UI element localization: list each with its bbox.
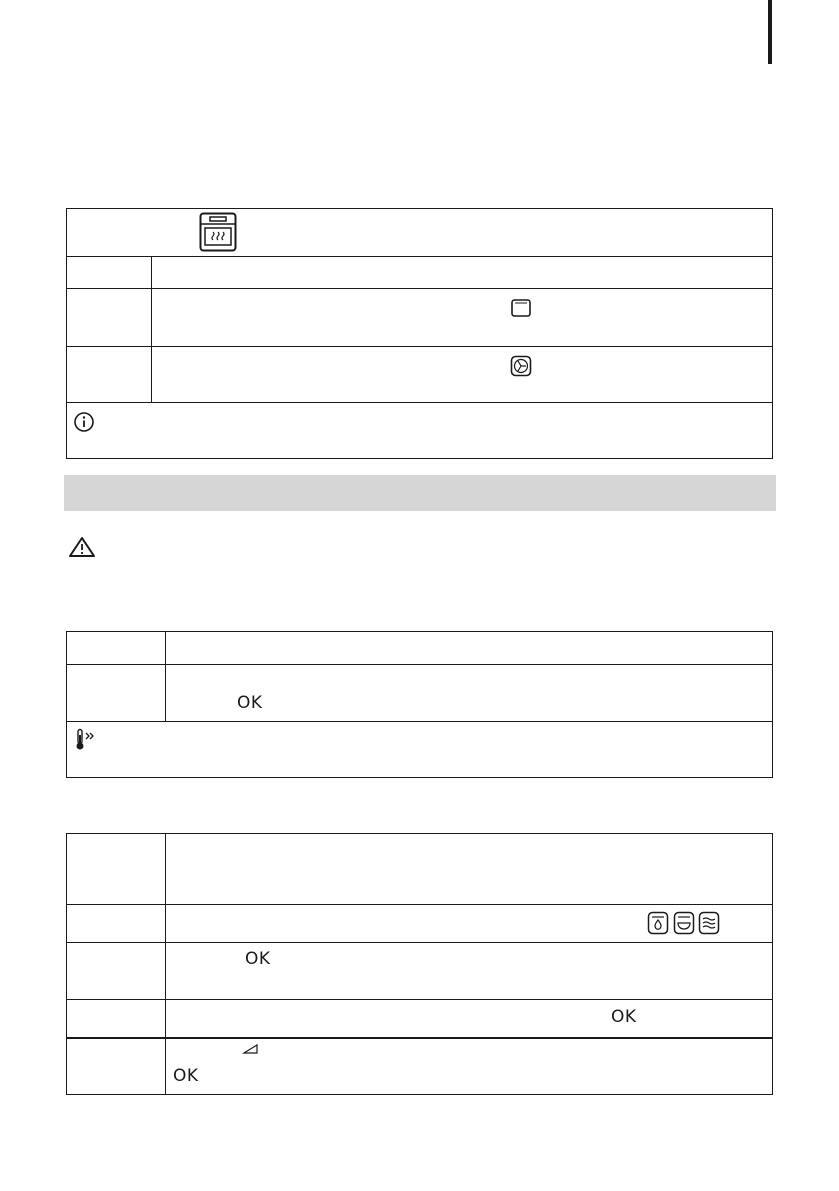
steam-drop-icon	[647, 911, 669, 935]
steam-waves-icon	[698, 911, 720, 935]
content-cell	[166, 1000, 772, 1037]
procedure-table	[66, 833, 773, 1095]
content-cell	[166, 665, 772, 721]
step-cell	[67, 257, 152, 288]
content-cell	[166, 834, 772, 904]
ok-button-label: OK	[237, 693, 263, 713]
function-table	[66, 208, 773, 459]
step-cell	[67, 289, 152, 346]
table-row	[67, 834, 772, 904]
warning-triangle-icon	[68, 536, 96, 558]
table-row	[67, 346, 772, 402]
table-row	[67, 1037, 772, 1094]
table-row	[67, 942, 772, 999]
oven-steam-heater-icon	[199, 212, 237, 252]
content-cell	[166, 1039, 772, 1094]
step-cell	[67, 347, 152, 402]
table-note-row	[67, 402, 772, 458]
content-cell	[166, 632, 772, 664]
thermometer-icon	[75, 728, 97, 752]
content-cell	[166, 905, 772, 942]
ok-button-label: OK	[173, 1066, 199, 1086]
table-header-row	[67, 209, 772, 256]
step-cell	[67, 834, 166, 904]
setting-table	[66, 631, 773, 778]
ok-button-label: OK	[611, 1007, 637, 1027]
table-row	[67, 632, 772, 664]
content-cell	[152, 257, 772, 288]
step-cell	[67, 1000, 166, 1037]
table-note-row	[67, 721, 772, 777]
content-cell	[152, 289, 772, 346]
ok-button-label: OK	[245, 949, 271, 969]
square-button-icon	[510, 297, 532, 319]
table-row	[67, 256, 772, 288]
table-row	[67, 904, 772, 942]
info-icon	[73, 411, 95, 433]
table-row	[67, 664, 772, 721]
steam-bowl-icon	[673, 911, 695, 935]
table-row	[67, 288, 772, 346]
step-cell	[67, 665, 166, 721]
step-cell	[67, 905, 166, 942]
content-cell	[152, 347, 772, 402]
step-cell	[67, 632, 166, 664]
page-trim-mark	[768, 0, 772, 64]
table-row	[67, 999, 772, 1037]
section-header-bar	[64, 475, 776, 511]
fan-button-icon	[510, 355, 532, 377]
step-cell	[67, 943, 166, 999]
step-cell	[67, 1039, 166, 1094]
volume-ramp-icon	[242, 1043, 260, 1055]
content-cell	[166, 943, 772, 999]
